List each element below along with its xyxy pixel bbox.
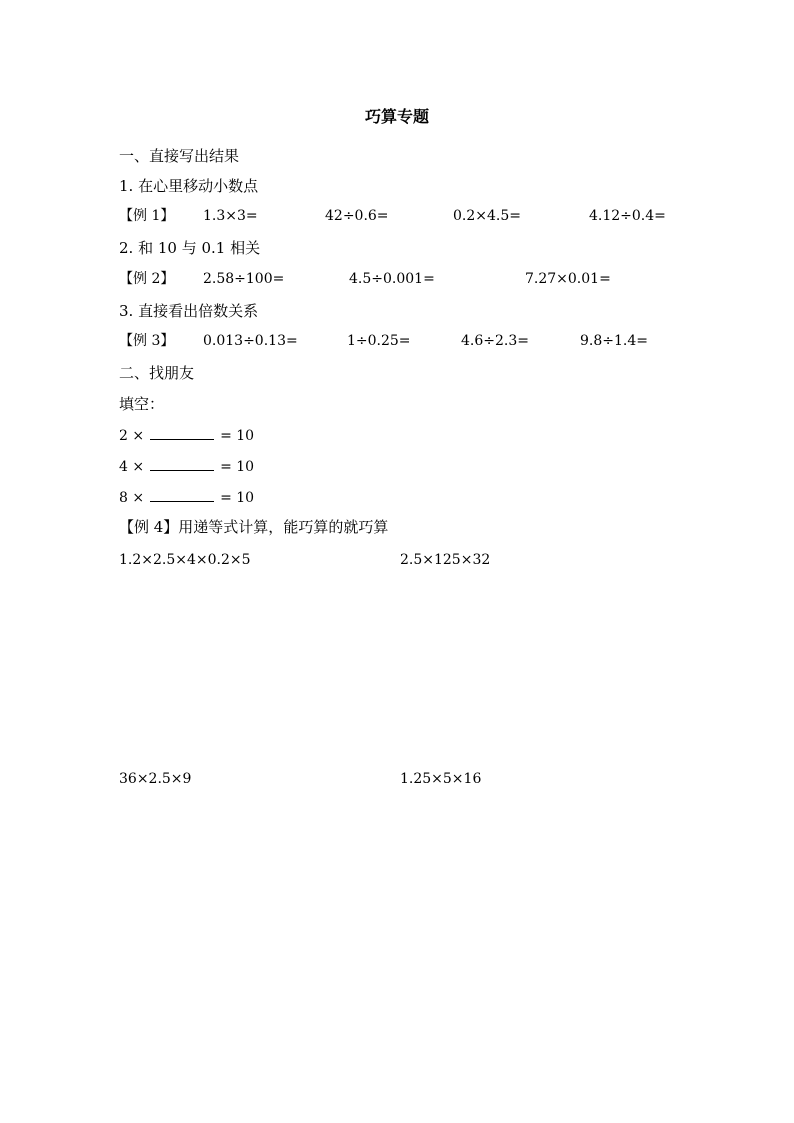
subheading-1: 1. 在心里移动小数点: [119, 177, 259, 195]
fill-row: [119, 425, 254, 446]
page-title: 巧算专题: [364, 107, 429, 126]
example-2-item: 2.58÷100=: [203, 271, 285, 287]
fill-left: 8 ×: [119, 490, 145, 506]
example-1-tag: 【例 1】: [119, 208, 175, 224]
example-1-item: 0.2×4.5=: [453, 208, 521, 224]
fill-right: = 10: [220, 459, 255, 475]
problem: 2.5×125×32: [400, 552, 491, 568]
fill-blank[interactable]: [150, 487, 214, 502]
example-2-tag: 【例 2】: [119, 271, 175, 287]
subheading-2: 2. 和 10 与 0.1 相关: [119, 239, 261, 257]
fill-left: 4 ×: [119, 459, 145, 475]
example-3-item: 9.8÷1.4=: [580, 333, 648, 349]
fill-right: = 10: [220, 490, 255, 506]
example-3-tag: 【例 3】: [119, 333, 175, 349]
fill-row: [119, 456, 254, 477]
example-1-item: 1.3×3=: [203, 208, 258, 224]
fill-right: = 10: [220, 428, 255, 444]
example-2-item: 4.5÷0.001=: [349, 271, 435, 287]
example-3-item: 1÷0.25=: [347, 333, 411, 349]
example-1-item: 42÷0.6=: [325, 208, 389, 224]
example-3-item: 4.6÷2.3=: [461, 333, 529, 349]
fill-row: [119, 487, 254, 508]
example-4-heading: 【例 4】用递等式计算，能巧算的就巧算: [119, 518, 389, 536]
fill-left: 2 ×: [119, 428, 145, 444]
example-1-item: 4.12÷0.4=: [589, 208, 666, 224]
section2-heading: 二、找朋友: [119, 364, 195, 382]
problem: 1.25×5×16: [400, 771, 482, 787]
fill-blank[interactable]: [150, 425, 214, 440]
example-2-item: 7.27×0.01=: [525, 271, 611, 287]
subheading-3: 3. 直接看出倍数关系: [119, 302, 259, 320]
section1-heading: 一、直接写出结果: [119, 147, 240, 165]
example-3-item: 0.013÷0.13=: [203, 333, 298, 349]
problem: 36×2.5×9: [119, 771, 192, 787]
problem: 1.2×2.5×4×0.2×5: [119, 552, 251, 568]
fill-label: 填空：: [119, 395, 165, 413]
fill-blank[interactable]: [150, 456, 214, 471]
